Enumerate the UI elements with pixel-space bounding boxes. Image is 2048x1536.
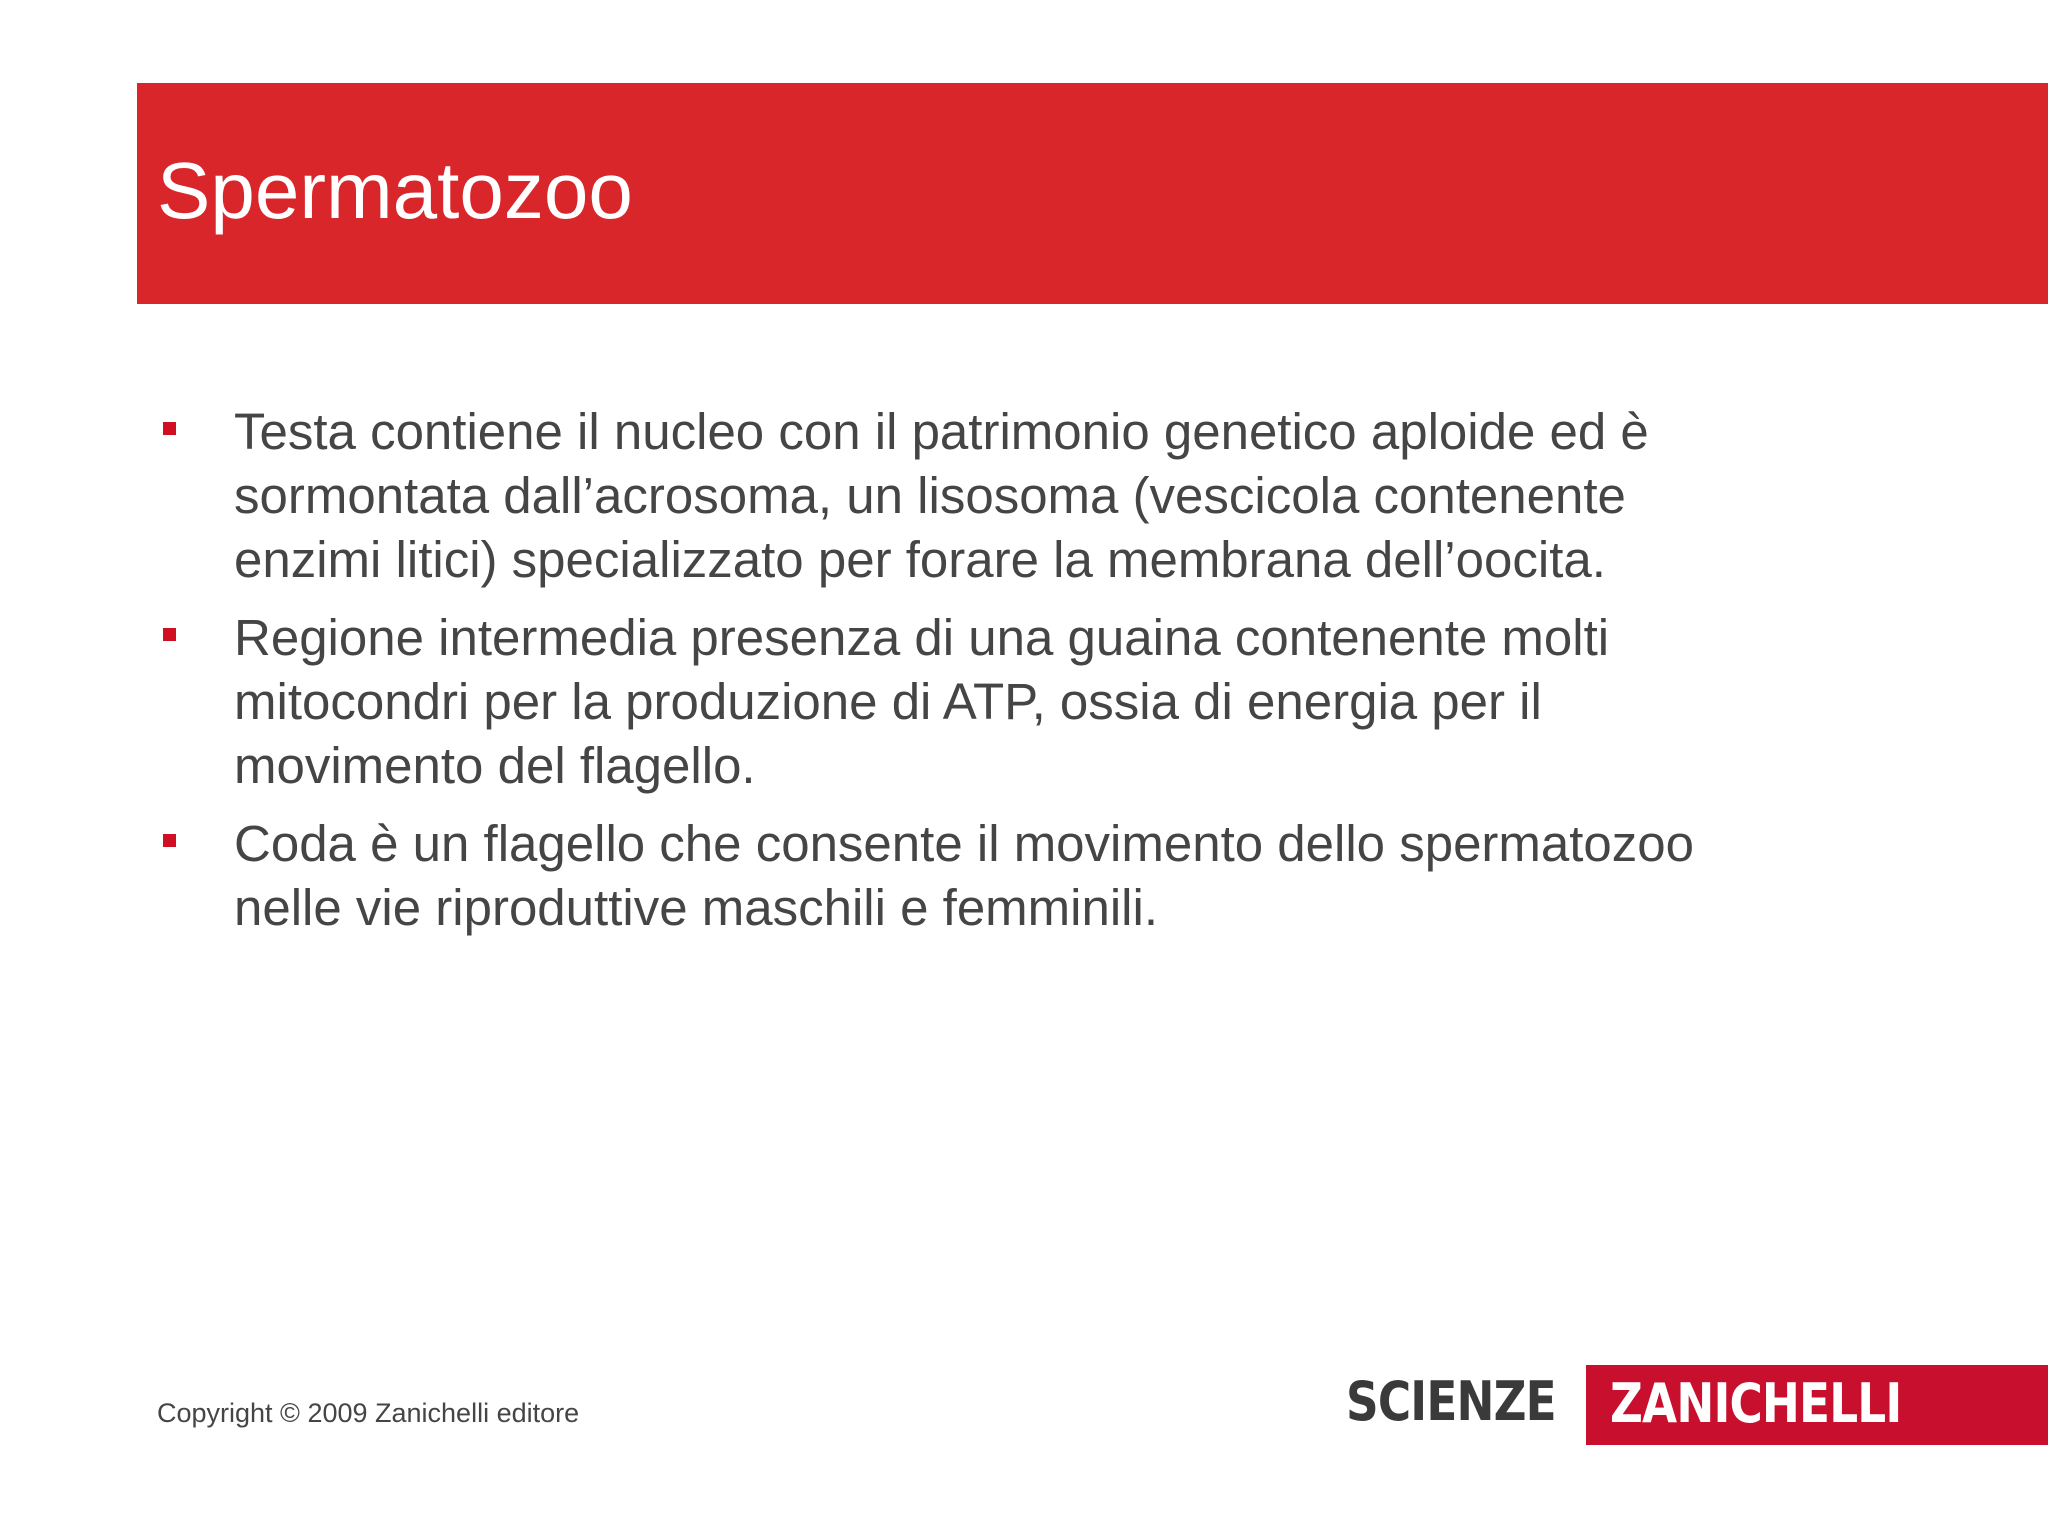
bullet-list — [160, 400, 1960, 954]
slide-title: Spermatozoo — [157, 146, 633, 235]
bullet-item-testa — [160, 400, 1960, 592]
square-bullet-icon — [163, 422, 176, 435]
bullet-item-regione-intermedia — [160, 606, 1960, 798]
square-bullet-icon — [163, 834, 176, 847]
bullet-line: Regione intermedia presenza di una guaina contenente molti — [234, 609, 1610, 666]
logo-zanichelli-box — [1586, 1365, 2048, 1445]
square-bullet-icon — [163, 628, 176, 641]
bullet-line: nelle vie riproduttive maschili e femminili. — [234, 879, 1159, 936]
bullet-line: enzimi litici) specializzato per forare la membrana dell’oocita. — [234, 531, 1606, 588]
bullet-line: Coda è un flagello che consente il movimento dello spermatozoo — [234, 815, 1695, 872]
title-bar — [137, 83, 2048, 304]
copyright-notice: Copyright © 2009 Zanichelli editore — [157, 1398, 580, 1428]
bullet-line: sormontata dall’acrosoma, un lisosoma (vescicola contenente — [234, 467, 1626, 524]
logo-zanichelli-text: ZANICHELLI — [1610, 1372, 1902, 1435]
bullet-line: Testa contiene il nucleo con il patrimonio genetico aploide ed è — [234, 403, 1649, 460]
publisher-logo — [1340, 1365, 2048, 1445]
bullet-line: movimento del flagello. — [234, 737, 756, 794]
logo-scienze-text: SCIENZE — [1346, 1370, 1556, 1433]
bullet-item-coda — [160, 812, 1960, 940]
bullet-line: mitocondri per la produzione di ATP, ossia di energia per il — [234, 673, 1542, 730]
